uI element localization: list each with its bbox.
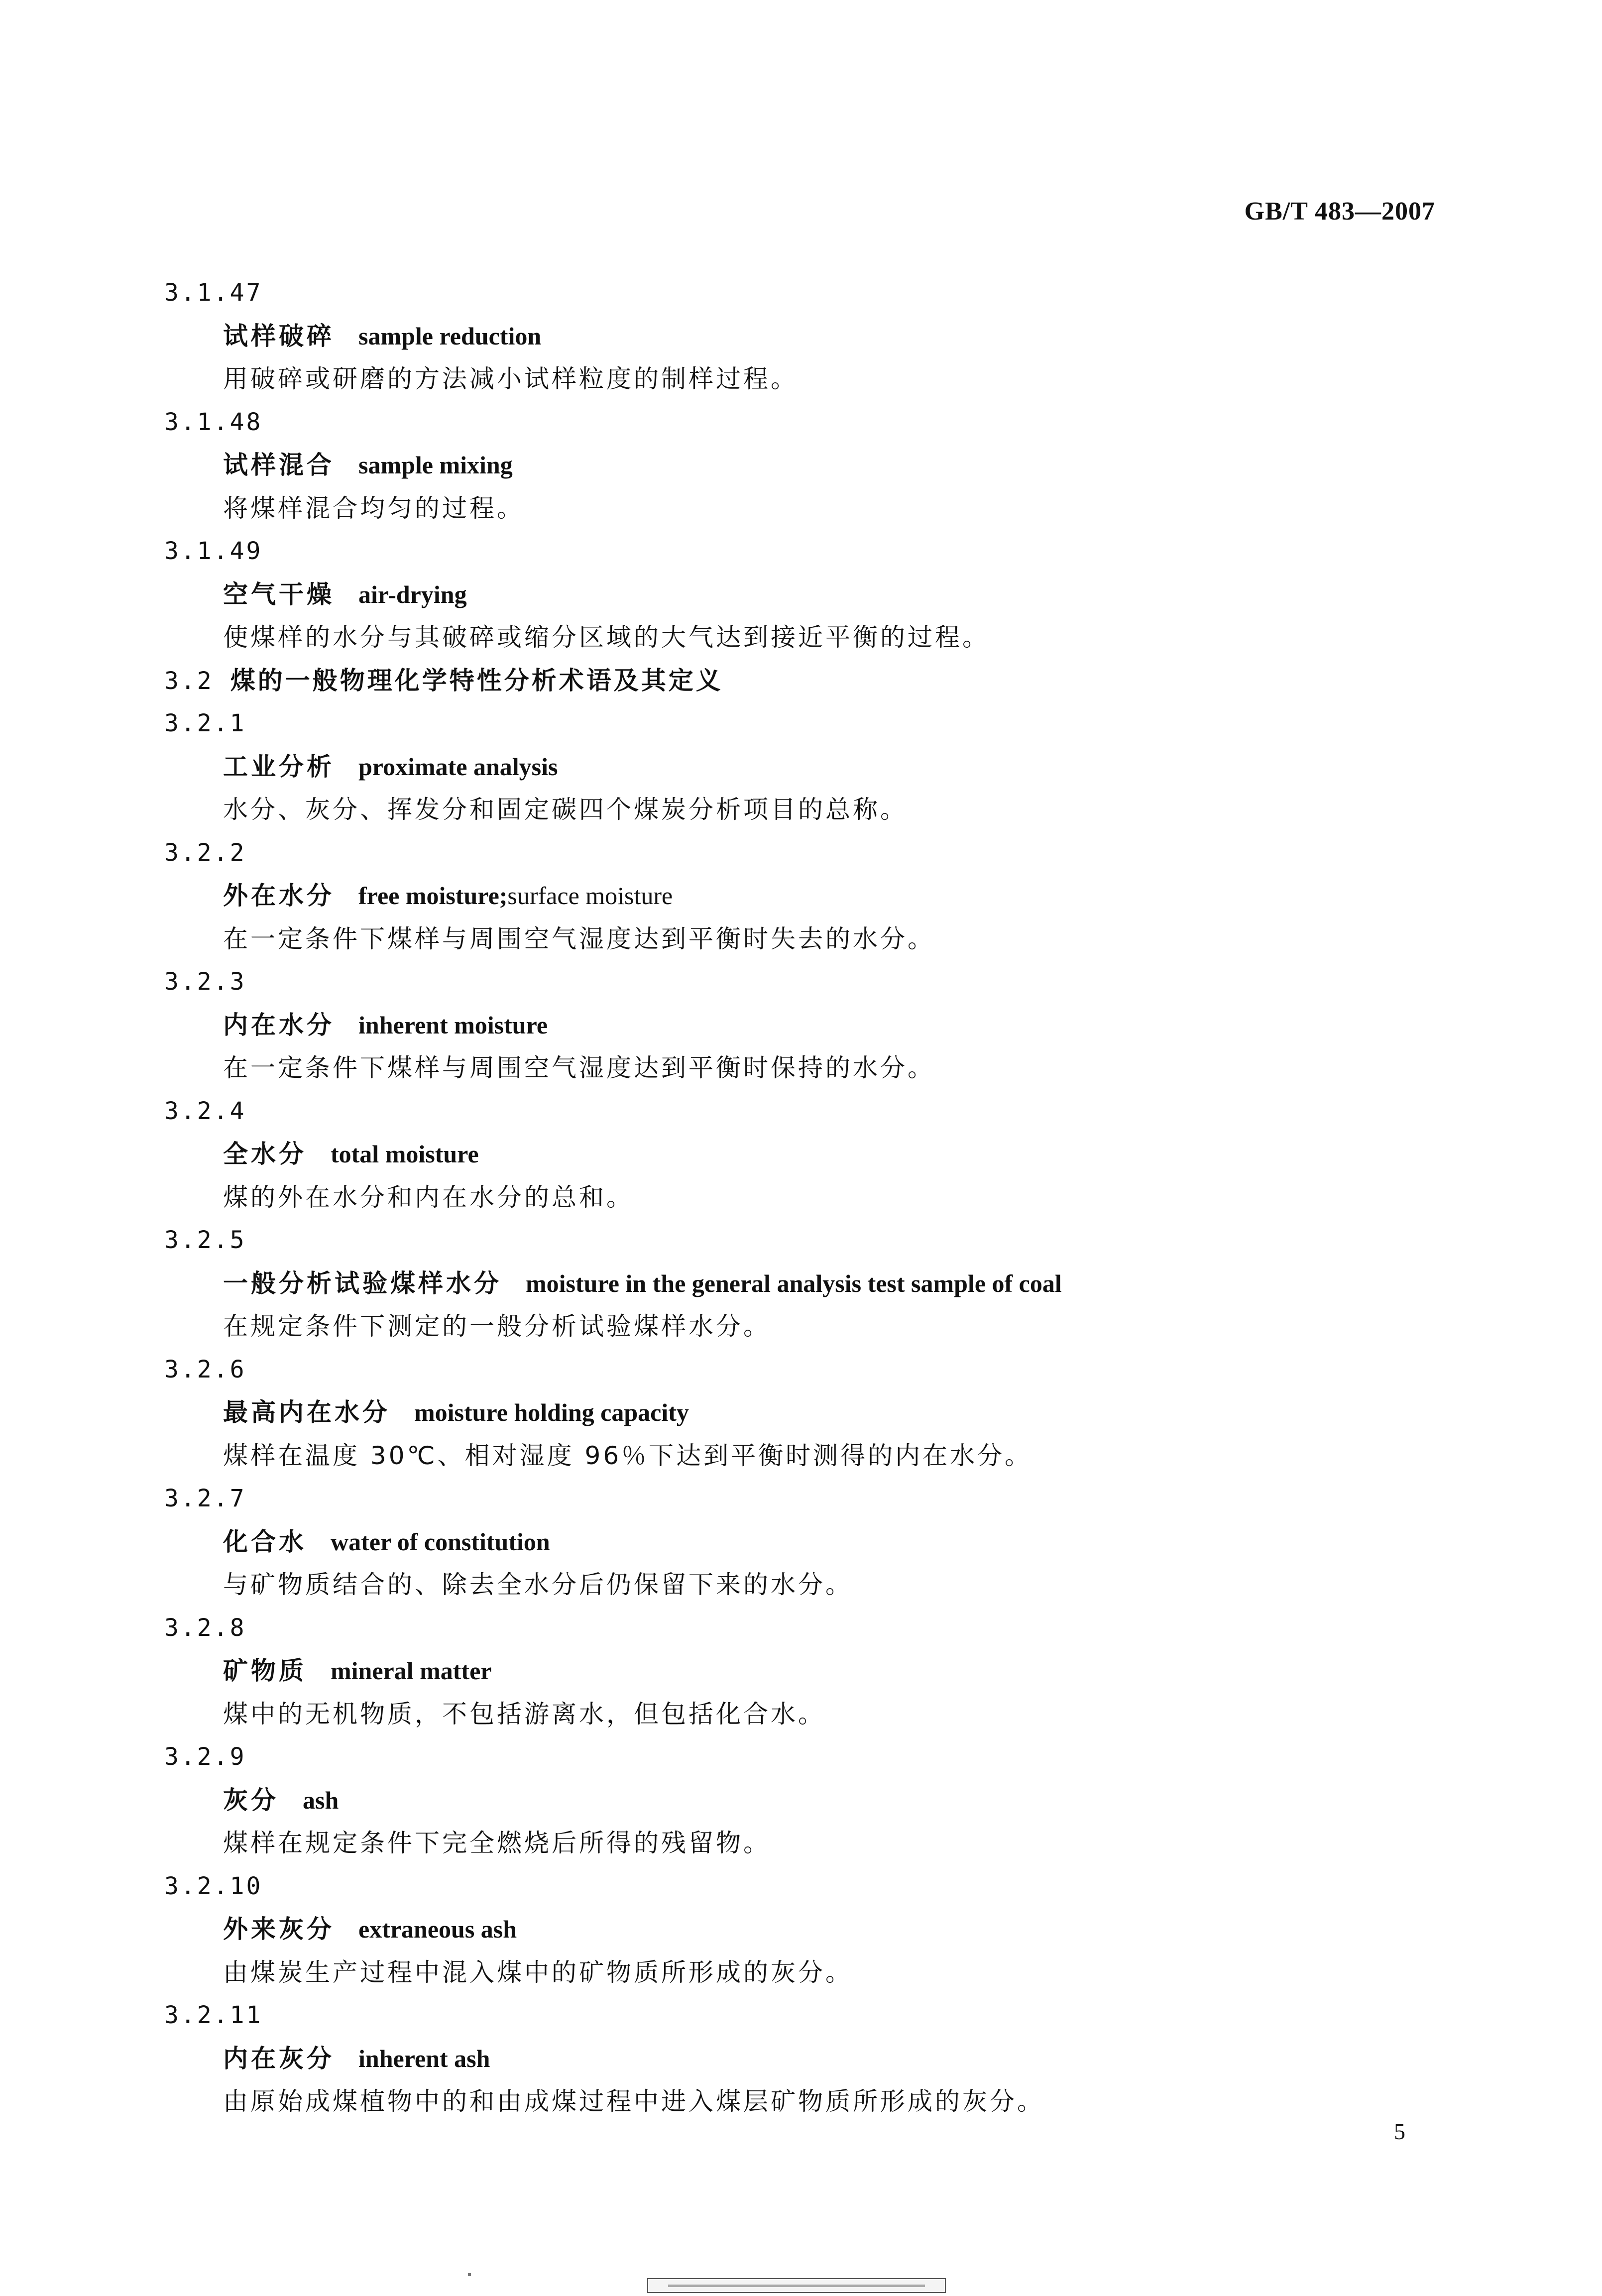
scan-mark [468,2273,471,2276]
section-heading [0,659,1602,702]
term-english-synonym: surface moisture [507,882,673,910]
term-chinese: 试样破碎 [223,321,335,350]
term-entry [0,1865,1602,1994]
term-english-primary: free moisture; [358,882,508,910]
term-definition: 水分、灰分、挥发分和固定碳四个煤炭分析项目的总称。 [223,795,908,824]
term-definition: 与矿物质结合的、除去全水分后仍保留下来的水分。 [223,1570,853,1599]
term-english: total moisture [331,1140,479,1168]
clause-number: 3.2.2 [164,838,246,867]
term-line [0,1004,1602,1047]
term-english: inherent ash [358,2044,490,2072]
section-entry [0,659,1602,702]
term-definition: 由原始成煤植物中的和由成煤过程中进入煤层矿物质所形成的灰分。 [223,2087,1044,2116]
term-english: extraneous ash [358,1915,517,1943]
term-line [0,2037,1602,2080]
clause-number: 3.2.1 [164,709,246,737]
term-chinese: 内在灰分 [223,2044,335,2073]
term-line [0,745,1602,789]
term-english: mineral matter [331,1657,492,1685]
clause-number: 3.1.47 [164,279,263,307]
clause-number: 3.2.10 [164,1872,263,1900]
term-chinese: 一般分析试验煤样水分 [223,1268,502,1298]
term-entry [0,1994,1602,2123]
clause-number: 3.2.11 [164,2001,263,2029]
term-entry [0,530,1602,659]
term-english: sample reduction [358,322,542,350]
term-chinese: 化合水 [223,1527,307,1556]
term-entry [0,1607,1602,1736]
term-chinese: 试样混合 [223,451,335,479]
term-english: ash [303,1786,339,1814]
term-entry [0,1735,1602,1865]
term-line [0,1779,1602,1822]
clause-number: 3.2.5 [164,1226,246,1254]
clause-number: 3.1.48 [164,408,263,436]
term-line [0,1908,1602,1951]
term-definition: 煤中的无机物质，不包括游离水，但包括化合水。 [223,1699,825,1728]
term-line [0,1262,1602,1305]
term-line [0,1520,1602,1564]
term-chinese: 最高内在水分 [223,1398,390,1427]
term-chinese: 工业分析 [223,752,335,781]
term-definition: 煤的外在水分和内在水分的总和。 [223,1182,634,1212]
term-chinese: 矿物质 [223,1656,307,1685]
term-entry [0,702,1602,831]
term-definition: 用破碎或研磨的方法减小试样粒度的制样过程。 [223,364,798,393]
term-entry [0,960,1602,1090]
term-chinese: 空气干燥 [223,579,335,609]
term-line [0,1649,1602,1693]
page-number: 5 [1394,2119,1405,2144]
term-definition: 在一定条件下煤样与周围空气湿度达到平衡时保持的水分。 [223,1053,935,1082]
term-line [0,874,1602,918]
watermark-bar [668,2285,925,2287]
term-english: proximate analysis [358,752,558,781]
clause-number: 3.2.4 [164,1097,246,1125]
term-chinese: 灰分 [223,1785,279,1815]
clause-number: 3.2.8 [164,1613,246,1642]
term-entry [0,271,1602,401]
term-entry [0,1219,1602,1348]
term-english: moisture in the general analysis test sample of coal [526,1269,1062,1297]
term-chinese: 全水分 [223,1140,307,1168]
term-entry [0,831,1602,961]
term-entry [0,401,1602,530]
clause-number: 3.2.3 [164,968,246,996]
term-english: moisture holding capacity [414,1398,689,1426]
term-line [0,1133,1602,1176]
clause-number: 3.2.6 [164,1355,246,1383]
clause-number: 3.1.49 [164,537,263,565]
clause-number: 3.2.7 [164,1485,246,1512]
term-entry [0,1477,1602,1607]
term-english: sample mixing [358,451,513,479]
section-title: 煤的一般物理化学特性分析术语及其定义 [230,666,723,695]
download-watermark-stamp [647,2278,946,2293]
term-english: water of constitution [331,1527,550,1556]
term-definition: 使煤样的水分与其破碎或缩分区域的大气达到接近平衡的过程。 [223,623,990,652]
term-english: inherent moisture [358,1011,548,1039]
term-entry [0,1348,1602,1478]
term-line [0,315,1602,358]
term-chinese: 外在水分 [223,881,335,910]
term-line [0,573,1602,616]
section-number: 3.2 [164,667,214,695]
term-chinese: 外来灰分 [223,1915,335,1944]
term-definition: 由煤炭生产过程中混入煤中的矿物质所形成的灰分。 [223,1957,853,1987]
term-definition: 在规定条件下测定的一般分析试验煤样水分。 [223,1312,771,1341]
term-english [358,882,673,910]
term-entry [0,1090,1602,1219]
clause-number: 3.2.9 [164,1743,246,1771]
term-chinese: 内在水分 [223,1010,335,1039]
term-line [0,1391,1602,1434]
term-english: air-drying [358,580,467,608]
term-line [0,444,1602,487]
term-definition: 煤样在温度 30℃、相对湿度 96％下达到平衡时测得的内在水分。 [223,1441,1032,1470]
terms-list [0,271,1602,2123]
term-definition: 在一定条件下煤样与周围空气湿度达到平衡时失去的水分。 [223,924,935,953]
standard-code: GB/T 483—2007 [1244,197,1435,226]
term-definition: 将煤样混合均匀的过程。 [223,493,524,523]
term-definition: 煤样在规定条件下完全燃烧后所得的残留物。 [223,1829,771,1857]
